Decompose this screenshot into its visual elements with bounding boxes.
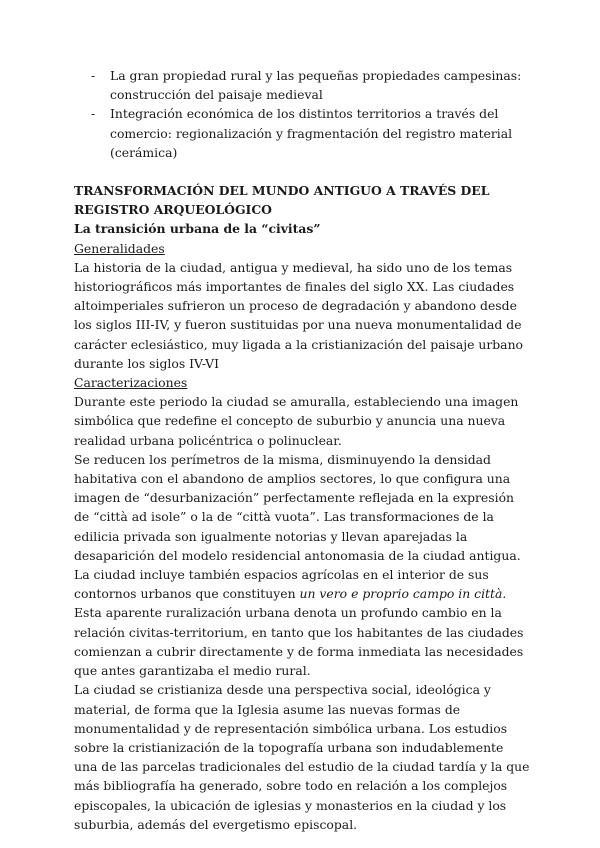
section-heading: TRANSFORMACIÓN DEL MUNDO ANTIGUO A TRAVÉS DEL REGISTRO ARQUEOLÓGICO [74, 183, 490, 218]
paragraph-3-italic-phrase: un vero e proprio campo in città. [299, 586, 507, 602]
list-item [74, 66, 530, 104]
list-item-text: La gran propiedad rural y las pequeñas propiedades campesinas: construcción del paisaje medieval [110, 68, 522, 103]
caracterizaciones-paragraph-1: Durante este periodo la ciudad se amuralla, estableciendo una imagen simbólica que redefine el concepto de suburbio y anuncia una nueva realidad urbana policéntrica o polinuclear. [74, 394, 519, 448]
list-item [74, 104, 530, 162]
caracterizaciones-paragraph-2: Se reducen los perímetros de la misma, disminuyendo la densidad habitativa con el abandono de amplios sectores, lo que configura una imagen de “desurbanización” perfectamente reflejada en la expresión de “città ad isole” o la de “città vuota”. Las transformaciones de la edilicia privada son igualmente notorias y llevan aparejadas la desaparición del modelo residencial antonomasia de la ciudad antigua. [74, 451, 521, 563]
caracterizaciones-title: Caracterizaciones [74, 375, 188, 391]
subheading: La transición urbana de la “civitas” [74, 221, 321, 237]
caracterizaciones-paragraph-3 [74, 565, 530, 680]
generalidades-paragraph: La historia de la ciudad, antigua y medieval, ha sido uno de los temas historiográficos más importantes de finales del siglo XX. Las ciudades altoimperiales sufrieron un proceso de degradación y abandono desde los siglos III-IV, y fueron sustituidas por una nueva monumentalidad de carácter eclesiástico, muy ligada a la cristianización del paisaje urbano durante los siglos IV-VI [74, 259, 524, 371]
document-page [74, 66, 530, 834]
caracterizaciones-paragraph-4: La ciudad se cristianiza desde una perspectiva social, ideológica y material, de forma que la Iglesia asume las nuevas formas de monumentalidad y de representación simbólica urbana. Los estudios sobre la cristianización de la topografía urbana son indudablemente una de las parcelas tradicionales del estudio de la ciudad tardía y la que más bibliografía ha generado, sobre todo en relación a los complejos episcopales, la ubicación de iglesias y monasterios en la ciudad y los suburbia, además del evergetismo episcopal. [74, 682, 530, 832]
paragraph-3-text-after: Esta aparente ruralización urbana denota un profundo cambio en la relación civitas-territorium, en tanto que los habitantes de las ciudades comienzan a cubrir directamente y de forma inmediata las necesidades que antes garantizaba el medio rural. [74, 605, 524, 679]
bullet-list [74, 66, 530, 162]
bullet-dash: - [91, 106, 96, 122]
list-item-text: Integración económica de los distintos territorios a través del comercio: regionalización y fragmentación del registro material (cerámica) [110, 106, 513, 160]
paragraph-3-text-before: La ciudad incluye también espacios agrícolas en el interior de sus contornos urbanos que constituyen [74, 567, 489, 602]
spacer [74, 162, 530, 181]
generalidades-title: Generalidades [74, 240, 165, 256]
bullet-dash: - [91, 68, 96, 83]
